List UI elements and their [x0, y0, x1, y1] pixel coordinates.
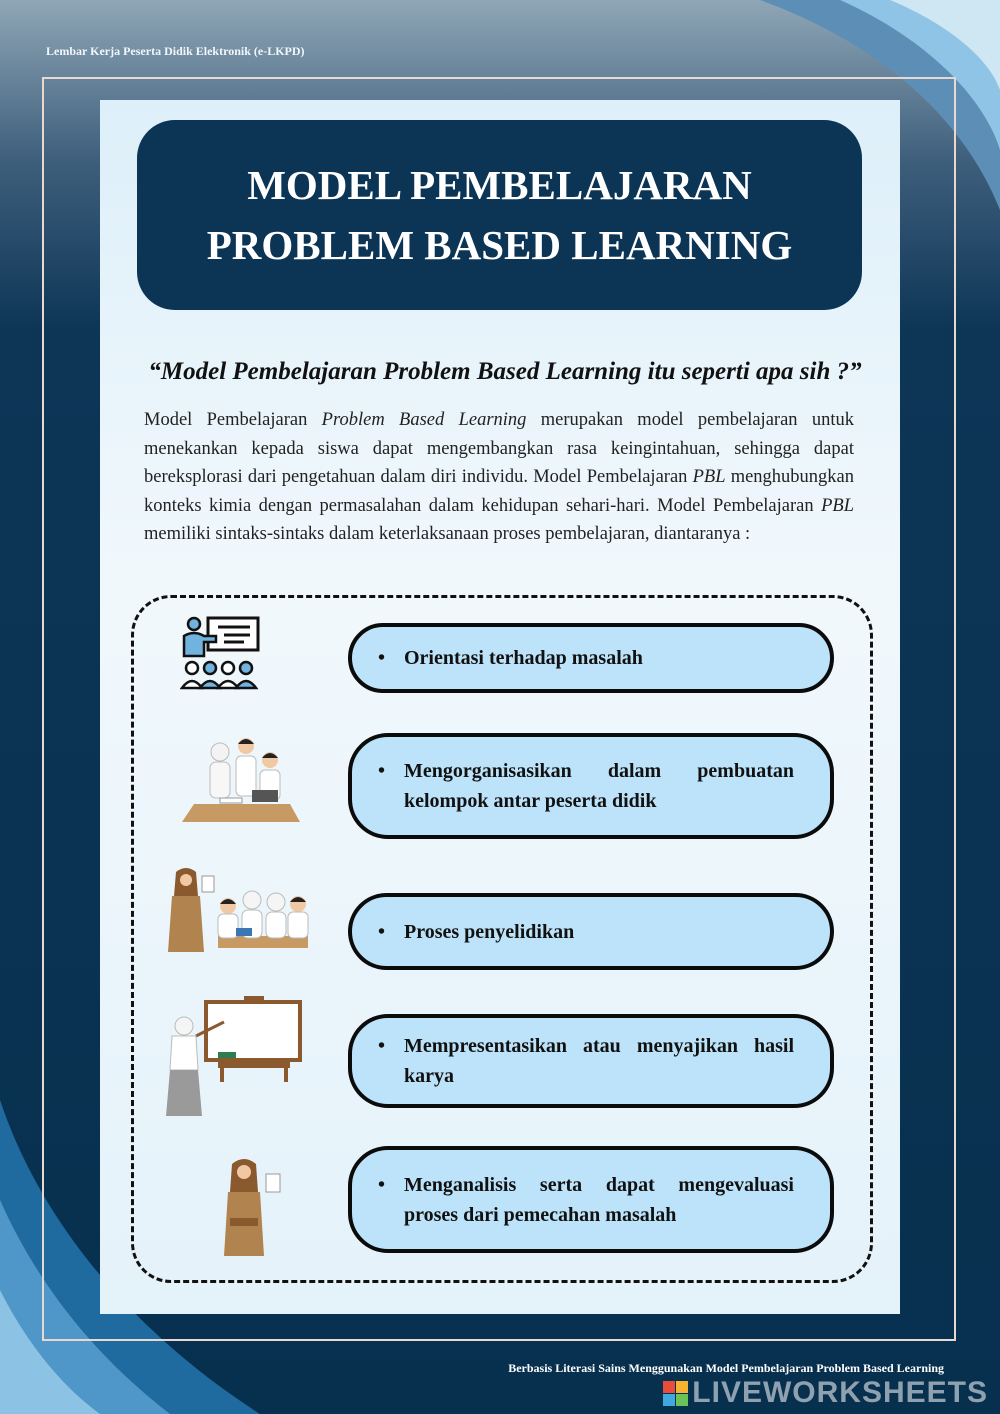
title-line-2: PROBLEM BASED LEARNING — [206, 222, 793, 268]
footer-label: Berbasis Literasi Sains Menggunakan Model Pembelajaran Problem Based Learning — [508, 1361, 944, 1375]
step-2 — [348, 733, 834, 839]
page-title — [137, 120, 862, 310]
student-whiteboard-illustration — [166, 996, 304, 1122]
teacher-illustration — [224, 1158, 286, 1260]
term-pbl: PBL — [692, 467, 726, 487]
logo-wordmark: LIVEWORKSHEETS — [692, 1376, 988, 1409]
header-label: Lembar Kerja Peserta Didik Elektronik (e-LKPD) — [46, 44, 305, 58]
liveworksheets-logo — [663, 1376, 988, 1410]
step-4 — [348, 1014, 834, 1108]
title-line-1: MODEL PEMBELAJARAN — [247, 162, 752, 208]
step-3-text: • Proses penyelidikan — [404, 917, 794, 947]
step-2-text: • Mengorganisasikan dalam pembuatan kelompok antar peserta didik — [404, 756, 794, 816]
student-group-illustration — [180, 734, 304, 824]
presentation-audience-icon — [180, 614, 262, 690]
step-5 — [348, 1146, 834, 1253]
step-1 — [348, 623, 834, 693]
step-3 — [348, 893, 834, 970]
teacher-students-illustration — [166, 866, 312, 956]
question-heading: “Model Pembelajaran Problem Based Learning itu seperti apa sih ?” — [148, 358, 862, 385]
intro-paragraph: Model Pembelajaran Problem Based Learning merupakan model pembelajaran untuk menekankan kepada siswa dapat mengembangkan rasa keingintahuan, sehingga dapat bereksplorasi dari pengetahuan dalam diri individu. Model Pembelajaran PBL menghubungkan konteks kimia dengan permasalahan dalam kehidupan sehari-hari. Model Pembelajaran PBL memiliki sintaks-sintaks dalam keterlaksanaan proses pembelajaran, diantaranya : — [144, 410, 855, 544]
logo-cube-icon — [663, 1381, 688, 1406]
step-1-text: • Orientasi terhadap masalah — [404, 643, 794, 673]
step-5-text: • Menganalisis serta dapat mengevaluasi proses dari pemecahan masalah — [404, 1170, 794, 1230]
step-4-text: • Mempresentasikan atau menyajikan hasil karya — [404, 1031, 794, 1091]
term-pbl: PBL — [821, 495, 854, 516]
term-pbl-full: Problem Based Learning — [321, 410, 527, 430]
